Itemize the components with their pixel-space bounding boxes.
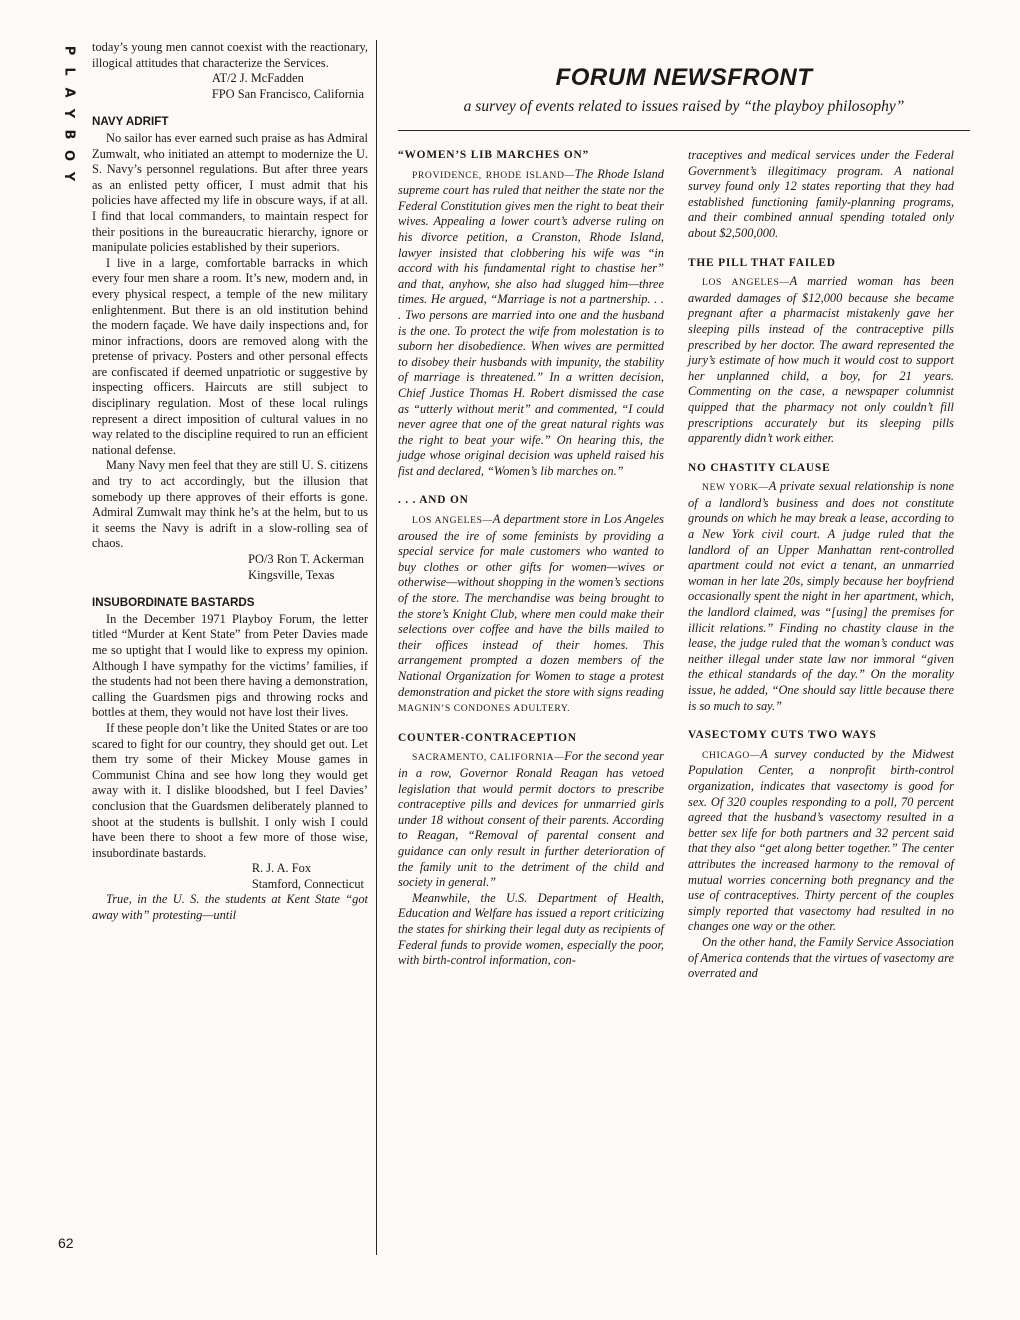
letter-signature bbox=[92, 861, 368, 892]
news-paragraph: On the other hand, the Family Service Association of America contends that the virtues of vasectomy are overrated and bbox=[688, 934, 954, 981]
news-heading: . . . AND ON bbox=[398, 494, 469, 507]
brand-letter: B bbox=[61, 129, 77, 140]
brand-letter: P bbox=[61, 45, 77, 56]
news-paragraph bbox=[688, 274, 954, 447]
news-dateline: NEW YORK— bbox=[702, 482, 769, 494]
news-paragraph bbox=[398, 749, 664, 890]
brand-letter: A bbox=[61, 87, 77, 98]
news-paragraph: traceptives and medical services under the Federal Government’s illegitimacy program. A national survey found only 12 states reporting that they had established functioning family-planning programs, and their combined annual spending totaled only about $2,500,000. bbox=[688, 148, 954, 240]
magazine-brand-vertical bbox=[58, 40, 80, 187]
letter-paragraph: If these people don’t like the United States or are too scared to fight for our country, they should get out. Let them try some of their Mickey Mouse games in Communist China and see how long they would get away with it. I dislike bloodshed, but I feel Davies’ conclusion that the Guardsmen deliberately planned to shoot at the students is bullshit. I only wish I could have been there to shoot a few more of those wise, insubordinate bastards. bbox=[92, 720, 368, 860]
letter-signature bbox=[92, 552, 368, 583]
column-divider bbox=[376, 40, 377, 1255]
brand-letter: Y bbox=[61, 108, 77, 119]
news-body: For the second year in a row, Governor Ronald Reagan has vetoed legislation that would permit doctors to prescribe contraceptive pills and devices for unmarried girls under 18 without consent of their parents. According to Reagan, “Removal of parental consent and guidance can only result in further deterioration of the family unit to the detriment of the child and society in general.” bbox=[398, 749, 664, 890]
forum-title: FORUM NEWSFRONT bbox=[555, 64, 813, 91]
editor-reply: True, in the U. S. the students at Kent State “got away with” protesting—until bbox=[92, 892, 368, 923]
letter-continuation: today’s young men cannot coexist with the reactionary, illogical attitudes that characterize the Services. bbox=[92, 40, 368, 70]
news-paragraph bbox=[688, 747, 954, 935]
signature-location: FPO San Francisco, California bbox=[211, 86, 364, 101]
forum-header bbox=[398, 64, 970, 116]
forum-subtitle: a survey of events related to issues raised by “the playboy philosophy” bbox=[463, 98, 905, 115]
brand-letter: O bbox=[61, 149, 77, 162]
letter-paragraph: I live in a large, comfortable barracks in which every four men share a room. It’s new, modern and, in every physical respect, a temple of the new military enlightenment. But there is an old institution behind the modern façade. We have daily inspections and, for minor infractions, doors are removed along with the pretense of privacy. Posters and other personal effects are confiscated if deemed unpatriotic or suggestive by inspecting officers. Haircuts are still subject to disciplinary regulation. Most of these local rulings represent a direct imposition of cultural values in no way related to the discipline required to run an efficient national defense. bbox=[92, 255, 368, 457]
news-heading: NO CHASTITY CLAUSE bbox=[688, 461, 831, 474]
signature-name: PO/3 Ron T. Ackerman bbox=[248, 552, 364, 566]
news-heading: VASECTOMY CUTS TWO WAYS bbox=[688, 729, 877, 742]
letter-paragraph: Many Navy men feel that they are still U. S. citizens and try to act accordingly, but the illusion that somebody up there approves of their efforts is gone. Admiral Zumwalt may think he’s at the helm, but to us it seems the Navy is adrift in a slow-rolling sea of chaos. bbox=[92, 458, 368, 551]
news-dateline: CHICAGO— bbox=[702, 749, 761, 761]
letter-signature bbox=[92, 71, 368, 102]
news-paragraph: Meanwhile, the U.S. Department of Health, Education and Welfare has issued a report criticizing the states for shirking their legal duty as recipients of Federal funds to provide women, especially the poor, with birth-control information, con- bbox=[398, 890, 664, 968]
letters-column bbox=[92, 40, 368, 924]
letter-heading: NAVY ADRIFT bbox=[92, 115, 169, 129]
news-column-right bbox=[688, 148, 954, 982]
news-body: The Rhode Island supreme court has ruled that neither the state nor the Federal Constitution gives men the right to beat their wives. Appealing a lower court’s adverse ruling on his divorce petition, a Cranston, Rhode Island, lawyer insisted that clobbering his wife was “in accord with his fundamental right to chastise her” and that, anyhow, she also had slugged him—three times. He argued, “Marriage is not a partnership. . . . Two persons are married into one and the husband is the one. To protect the wife from molestation is to suborn her disobedience. When wives are permitted to disobey their husbands with impunity, the stability of marriage is threatened.” In a written decision, Chief Justice Thomas H. Robert dismissed the case as “utterly without merit” and commented, “I could never agree that one of the great natural rights was the right to beat your wife.” On hearing this, the judge whose original decision was upheld raised his fist and declared, “Women’s lib marches on.” bbox=[398, 166, 664, 478]
letter-heading: INSUBORDINATE BASTARDS bbox=[92, 596, 255, 610]
signature-location: Stamford, Connecticut bbox=[251, 876, 364, 891]
news-dateline: SACRAMENTO, CALIFORNIA— bbox=[412, 752, 565, 764]
news-paragraph bbox=[688, 479, 954, 714]
news-body: A married woman has been awarded damages of $12,000 because she became pregnant after a pharmacist mistakenly gave her sleeping pills instead of the contraceptive pills prescribed by her doctor. The award represented the jury’s estimate of how much it would cost to support her unplanned child, a boy, for 21 years. Commenting on the case, a newspaper columnist quipped that the pharmacy not only couldn’t fill prescriptions accurately but its sleeping pills apparently didn’t work either. bbox=[688, 274, 954, 446]
header-rule bbox=[398, 130, 970, 131]
news-body: A private sexual relationship is none of a landlord’s business and does not constitute grounds on which he may break a lease, according to a New York civil court. A judge ruled that the landlord of an Upper Manhattan rent-controlled apartment could not evict a tenant, an unmarried woman in her late 20s, simply because her boyfriend occasionally spent the night in her apartment, which, the landlord claimed, was “[using] the premises for illicit relations.” Finding no chastity clause in the lease, the judge ruled that the woman’s conduct was neither illegal under state law nor immoral “given the ethical standards of the day.” On the morality issue, he added, “One should say little because there is so much to say.” bbox=[688, 479, 954, 713]
news-paragraph bbox=[398, 512, 664, 717]
news-dateline: LOS ANGELES— bbox=[412, 515, 493, 527]
signature-name: AT/2 J. McFadden bbox=[211, 71, 304, 86]
signature-name: R. J. A. Fox bbox=[251, 861, 312, 876]
news-signs: MAGNIN’S CONDONES ADULTERY. bbox=[398, 703, 571, 715]
page-number: 62 bbox=[58, 1235, 74, 1251]
news-heading: THE PILL THAT FAILED bbox=[688, 256, 836, 269]
signature-location: Kingsville, Texas bbox=[248, 567, 335, 582]
news-dateline: PROVIDENCE, RHODE ISLAND— bbox=[412, 169, 575, 181]
news-heading: “WOMEN’S LIB MARCHES ON” bbox=[398, 149, 590, 161]
letter-paragraph: No sailor has ever earned such praise as has Admiral Zumwalt, who initiated an attempt to modernize the U. S. Navy’s personnel regulations. But after three years as an enlisted petty officer, I must admit that his policies have affected my life in obscure ways, if at all. I find that local commanders, to maintain respect for their positions in the bureaucratic hierarchy, ignore or manipulate policies established by their superiors. bbox=[92, 130, 368, 255]
news-body: A survey conducted by the Midwest Population Center, a nonprofit birth-control organization, indicates that vasectomy is good for sex. Of 320 couples responding to a poll, 70 percent agreed that the husband’s vasectomy resulted in a better sex life for both partners and 32 percent said that they also “get along better together.” The center attributes the increased harmony to the removal of mutual worries concerning both pregnancy and the use of contraceptives. Thirty percent of the couples simply reported that vasectomy had resulted in no changes one way or the other. bbox=[688, 746, 954, 934]
news-heading: COUNTER-CONTRACEPTION bbox=[398, 731, 577, 744]
news-body: A department store in Los Angeles aroused the ire of some feminists by providing a special service for male customers who wanted to buy clothes or other gifts for women—wives or otherwise—without shopping in the women’s sections of the store. The merchandise was being brought to the store’s Knight Club, where men could make their selections over coffee and have the bills mailed to their offices instead of their homes. This arrangement prompted a dozen members of the National Organization for Women to stage a protest demonstration and picket the store with signs reading bbox=[398, 512, 664, 699]
news-column-left bbox=[398, 148, 664, 969]
brand-letter: L bbox=[61, 67, 77, 76]
brand-letter: Y bbox=[61, 171, 77, 182]
news-paragraph bbox=[398, 167, 664, 480]
news-dateline: LOS ANGELES— bbox=[702, 277, 790, 289]
letter-paragraph: In the December 1971 Playboy Forum, the letter titled “Murder at Kent State” from Peter Davies made me so uptight that I would like to express my opinion. Although I have sympathy for the victims’ families, if the students had not been there having a demonstration, calling the Guardsmen pigs and throwing rocks and bottles at them, they would not have lost their lives. bbox=[92, 611, 368, 720]
